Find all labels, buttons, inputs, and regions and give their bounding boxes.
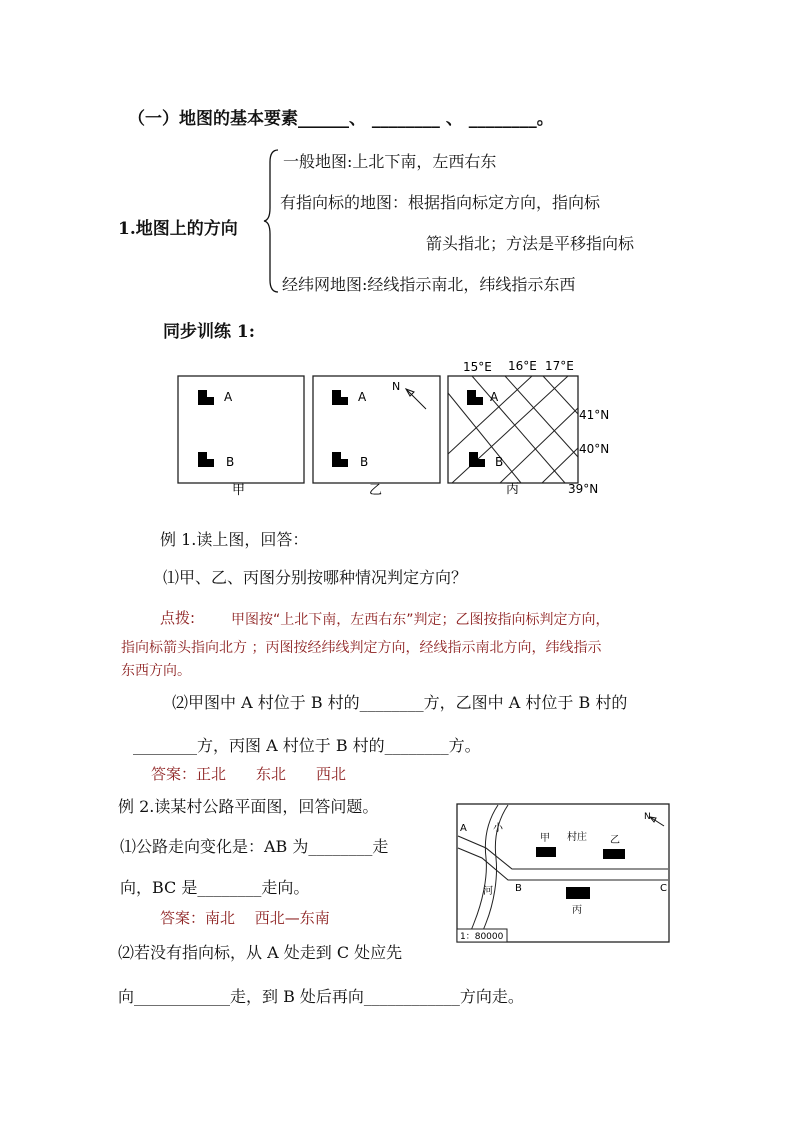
direction-title: 1.地图上的方向: [118, 219, 238, 239]
direction-rule-general: 一般地图:上北下南，左西右东: [283, 152, 497, 171]
scale-label: 1：80000: [460, 932, 504, 942]
figure-village-road-map: [456, 803, 672, 945]
panel-label-yi: 乙: [369, 483, 383, 498]
example1-intro: 例 1.读上图，回答：: [160, 530, 309, 549]
longitude-label: 15°E: [463, 360, 492, 374]
village-b-label: B: [226, 455, 235, 469]
hint-label: 点拨:: [160, 609, 196, 627]
hint-line-3: 东西方向。: [121, 663, 191, 679]
village-a-label: A: [358, 390, 367, 404]
direction-rule-compass-2: 箭头指北；方法是平移指向标: [426, 234, 635, 253]
example2-question2-line2: 向____________走，到 B 处后再向____________方向走。: [118, 987, 524, 1006]
example2-intro: 例 2.读某村公路平面图，回答问题。: [118, 797, 379, 816]
hint-line-2: 指向标箭头指向北方 ；丙图按经纬线判定方向，经线指示南北方向，纬线指示: [121, 640, 602, 656]
curly-brace: [262, 146, 282, 296]
village-b-label: B: [495, 455, 504, 469]
house-yi-label: 乙: [610, 835, 620, 846]
house-yi: [603, 849, 625, 859]
river-label-top: 小: [493, 823, 503, 834]
hint-line-1: 甲图按“上北下南，左西右东”判定；乙图按指向标判定方向，: [231, 612, 610, 628]
panel-label-jia: 甲: [232, 483, 246, 498]
latitude-label: 39°N: [568, 482, 599, 496]
house-bing: [566, 887, 590, 899]
point-c-label: C: [660, 883, 667, 894]
village-b-label: B: [360, 455, 369, 469]
example1-question1: ⑴甲、乙、丙图分别按哪种情况判定方向？: [163, 568, 468, 587]
village-a-label: A: [490, 390, 499, 404]
longitude-label: 17°E: [545, 359, 574, 373]
direction-rule-compass-1: 有指向标的地图：根据指向标定方向，指向标: [280, 193, 601, 212]
panel-jia-frame: [178, 376, 304, 483]
example2-question1-line2: 向，BC 是________走向。: [120, 878, 310, 897]
house-bing-label: 丙: [572, 905, 582, 916]
example1-question2-line1: ⑵甲图中 A 村位于 B 村的________方，乙图中 A 村位于 B 村的: [172, 693, 628, 712]
village-a-label: A: [224, 390, 233, 404]
latitude-label: 41°N: [579, 408, 610, 422]
example1-question2-line2: ________方，丙图 A 村位于 B 村的________方。: [133, 736, 481, 755]
north-mark-label: N: [644, 812, 651, 822]
house-jia-label: 甲: [540, 833, 550, 844]
figure-three-maps: [170, 356, 620, 501]
example1-answer: 答案：正北 东北 西北: [151, 765, 347, 783]
example2-question1-line1: ⑴公路走向变化是：AB 为________走: [120, 837, 389, 856]
longitude-label: 16°E: [508, 359, 537, 373]
village-label: 村庄: [567, 832, 587, 843]
latitude-label: 40°N: [579, 442, 610, 456]
point-b-label: B: [515, 883, 522, 894]
north-mark-label: N: [392, 380, 401, 393]
example2-answer: 答案：南北 西北—东南: [160, 909, 330, 927]
river-label-bottom: 河: [483, 886, 493, 897]
practice-title: 同步训练 1:: [163, 322, 256, 342]
panel-label-bing: 丙: [506, 482, 520, 497]
example2-question2-line1: ⑵若没有指向标，从 A 处走到 C 处应先: [118, 943, 403, 962]
house-jia: [536, 847, 556, 857]
section-heading: （一）地图的基本要素______、 ________ 、 ________。: [128, 109, 554, 129]
direction-rule-grid: 经纬网地图:经线指示南北，纬线指示东西: [282, 275, 576, 294]
point-a-label: A: [460, 823, 467, 834]
